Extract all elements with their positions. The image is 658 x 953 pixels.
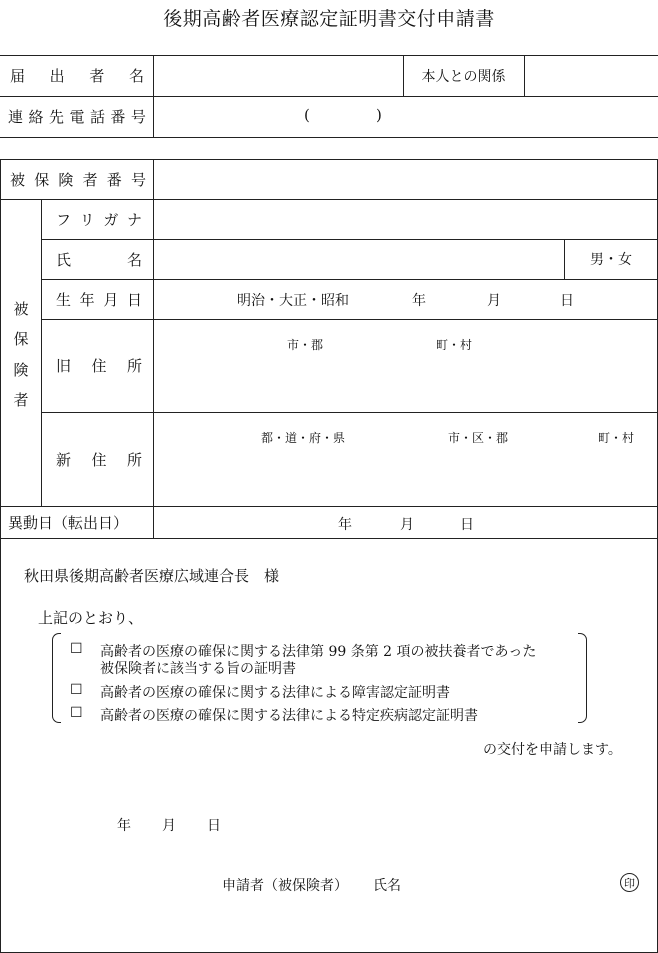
transfer-month-unit: 月 [400,517,414,533]
checkbox-option-3[interactable]: ☐ [70,705,83,721]
checkbox-option-1[interactable]: ☐ [70,641,83,657]
new-city-label: 市・区・郡 [448,431,509,445]
table-border [41,199,42,506]
table-border [0,538,658,539]
left-brace [52,633,61,723]
old-city-label: 市・郡 [287,338,324,352]
insured-group-label: 被 保 険 者 [13,300,29,409]
request-intro: 上記のとおり、 [38,609,144,627]
seal-icon: 印 [620,873,639,892]
insured-number-label: 被 保 険 者 番 号 [10,170,146,189]
paren-open: ( [304,106,310,124]
old-town-label: 町・村 [436,338,473,352]
era-options: 明治・大正・昭和 [237,293,349,309]
transfer-date-label: 異動日（転出日） [8,513,129,532]
relation-field[interactable] [525,56,658,95]
applicant-label: 申請者（被保険者） [222,878,348,894]
checkbox-option-2[interactable]: ☐ [70,682,83,698]
birth-month-unit: 月 [487,293,501,309]
new-town-label: 町・村 [598,431,635,445]
birth-date-field[interactable] [154,280,657,318]
notifier-name-label: 届 出 者 名 [10,67,144,85]
birth-year-unit: 年 [412,293,426,309]
request-outro: の交付を申請します。 [483,742,622,758]
option-2: 高齢者の医療の確保に関する法律による障害認定証明書 [100,685,450,701]
birth-date-label: 生 年 月 日 [56,290,142,309]
right-brace [578,633,587,723]
furigana-field[interactable] [154,200,657,238]
old-address-label: 旧 住 所 [56,357,142,375]
contact-phone-field[interactable] [154,97,658,136]
transfer-date-field[interactable] [154,507,657,537]
furigana-label: フ リ ガ ナ [56,210,142,229]
transfer-day-unit: 日 [460,517,474,533]
applicant-name-label: 氏名 [373,878,401,894]
addressee: 秋田県後期高齢者医療広域連合長 様 [24,567,280,585]
name-label: 氏 名 [56,250,142,269]
birth-day-unit: 日 [560,293,574,309]
notifier-name-field[interactable] [154,56,402,95]
option-1-line-2: 被保険者に該当する旨の証明書 [100,661,296,677]
name-field[interactable] [154,240,564,278]
option-1-line-1: 高齢者の医療の確保に関する法律第 99 条第 2 項の被扶養者であった [100,644,537,660]
table-border [0,159,1,953]
paren-close: ) [376,106,382,124]
table-border [0,137,658,138]
new-address-label: 新 住 所 [56,450,142,469]
transfer-year-unit: 年 [338,517,352,533]
request-year-unit: 年 [117,818,131,834]
page-title: 後期高齢者医療認定証明書交付申請書 [163,8,495,30]
sex-select[interactable]: 男・女 [590,252,632,268]
new-pref-label: 都・道・府・県 [261,431,346,445]
new-address-field[interactable] [154,413,657,505]
applicant-name-field[interactable] [420,868,610,898]
request-day-unit: 日 [207,818,221,834]
option-3: 高齢者の医療の確保に関する法律による特定疾病認定証明書 [100,708,478,724]
request-month-unit: 月 [162,818,176,834]
old-address-field[interactable] [154,320,657,411]
contact-phone-label: 連 絡 先 電 話 番 号 [8,108,146,126]
insured-number-field[interactable] [154,160,657,198]
relation-label: 本人との関係 [421,68,506,85]
